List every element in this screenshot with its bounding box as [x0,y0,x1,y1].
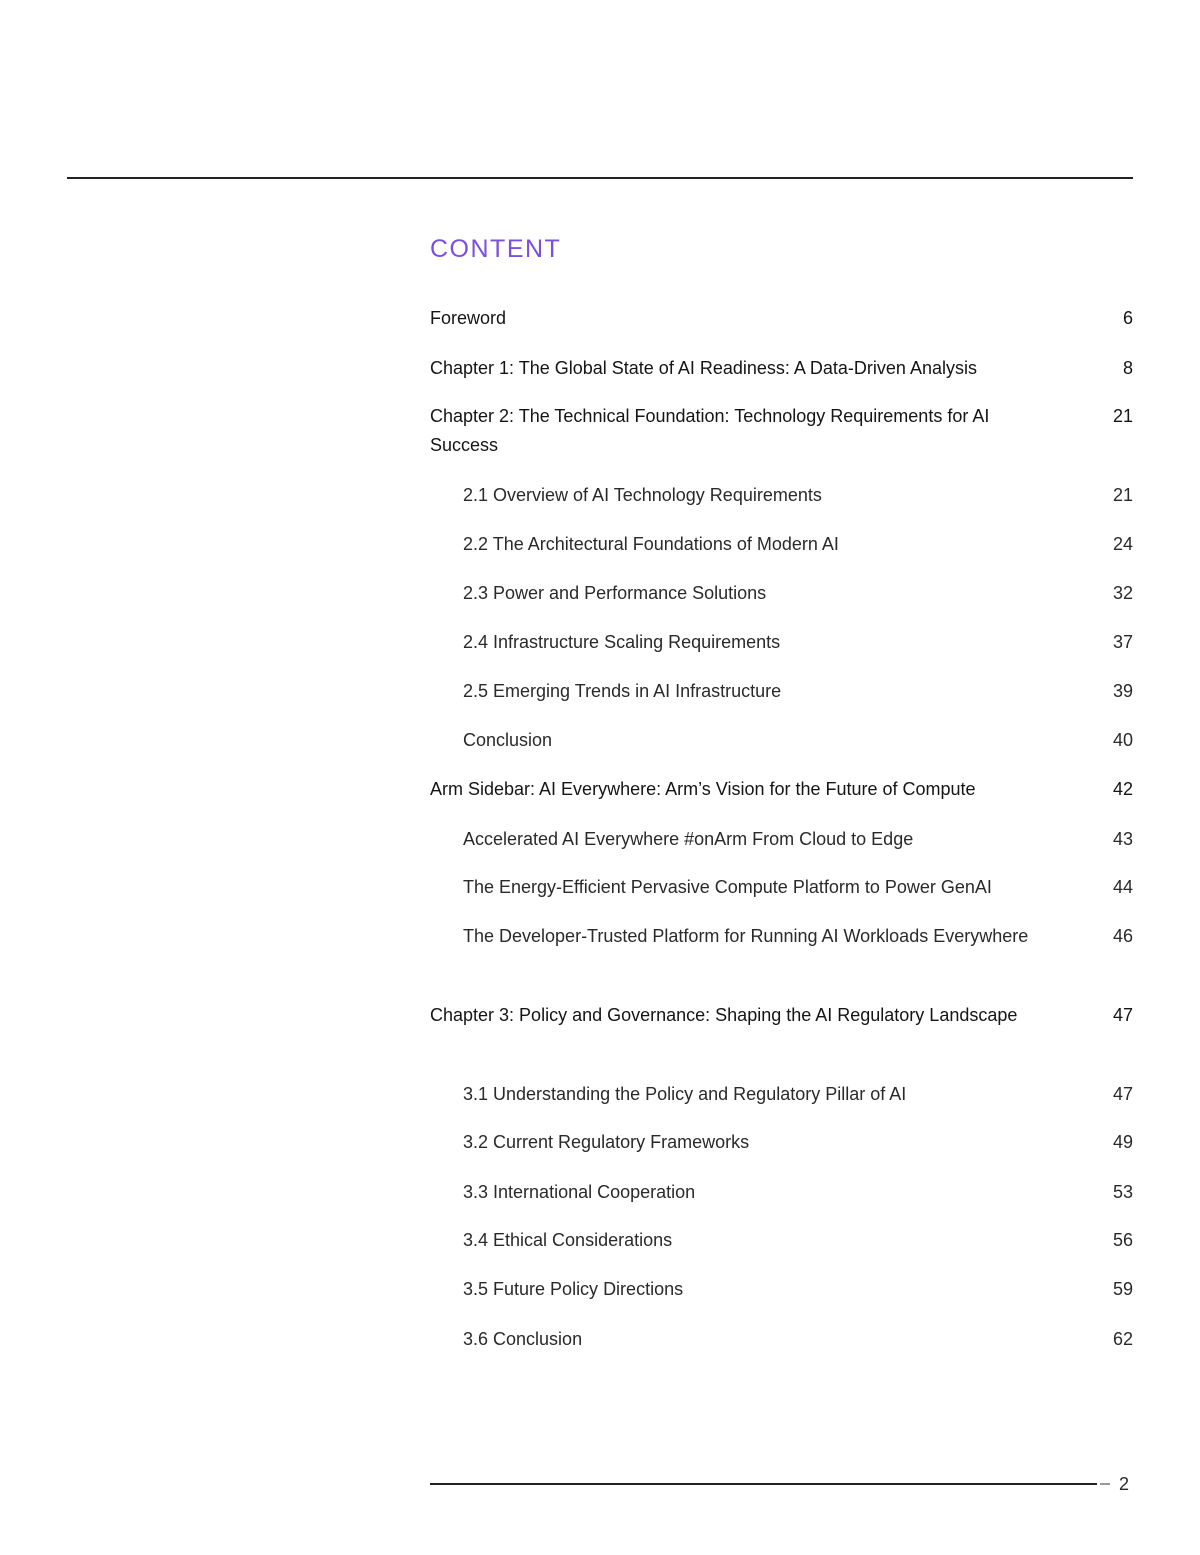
toc-entry-title: 2.2 The Architectural Foundations of Modern AI [463,534,839,554]
toc-entry-page: 37 [1112,632,1133,652]
footer-divider [430,1483,1097,1485]
toc-entry-page: 42 [1112,779,1133,799]
toc-entry-title: 2.5 Emerging Trends in AI Infrastructure [463,681,782,701]
toc-entry-title: Conclusion [463,730,553,750]
toc-entry-page: 46 [1112,926,1133,946]
toc-entry-page: 8 [1122,358,1133,378]
toc-entry-page: 40 [1112,730,1133,750]
toc-entry-title: The Developer-Trusted Platform for Running AI Workloads Everywhere [463,926,1029,946]
toc-entry-page: 47 [1112,1084,1133,1104]
toc-entry-title: Chapter 3: Policy and Governance: Shaping the AI Regulatory Landscape [430,1005,1018,1025]
toc-entry-title: 3.1 Understanding the Policy and Regulatory Pillar of AI [463,1084,907,1104]
page-number: 2 [1119,1474,1130,1494]
toc-entry-title: 3.4 Ethical Considerations [463,1230,673,1250]
toc-entry-page: 47 [1112,1005,1133,1025]
toc-entry-title: The Energy-Efficient Pervasive Compute Platform to Power GenAI [463,877,992,897]
toc-entry-page: 21 [1112,485,1133,505]
toc-entry-title: Chapter 1: The Global State of AI Readiness: A Data-Driven Analysis [430,358,977,378]
toc-entry-page: 43 [1112,829,1133,849]
table-of-contents [430,0,1133,1400]
toc-entry-page: 44 [1112,877,1133,897]
toc-entry-page: 49 [1112,1132,1133,1152]
toc-entry-title: 3.3 International Cooperation [463,1182,696,1202]
toc-entry-page: 21 [1112,406,1133,426]
toc-heading: CONTENT [430,235,562,263]
toc-entry-page: 62 [1112,1329,1133,1349]
toc-entry-title: Chapter 2: The Technical Foundation: Technology Requirements for AI Success [430,406,990,455]
toc-entry-title: 3.5 Future Policy Directions [463,1279,684,1299]
toc-entry-title: Foreword [430,308,507,328]
toc-entry-title: 3.2 Current Regulatory Frameworks [463,1132,750,1152]
footer-divider-tick [1100,1483,1110,1485]
toc-entry-page: 56 [1112,1230,1133,1250]
toc-entry-title: Accelerated AI Everywhere #onArm From Cloud to Edge [463,829,914,849]
toc-entry-page: 32 [1112,583,1133,603]
toc-entry-page: 24 [1112,534,1133,554]
toc-entry-title: 2.3 Power and Performance Solutions [463,583,767,603]
toc-entry-title: Arm Sidebar: AI Everywhere: Arm’s Vision for the Future of Compute [430,779,976,799]
toc-entry-page: 39 [1112,681,1133,701]
toc-entry-page: 53 [1112,1182,1133,1202]
toc-entry-title: 3.6 Conclusion [463,1329,583,1349]
toc-entry-page: 6 [1122,308,1133,328]
toc-entry-page: 59 [1112,1279,1133,1299]
toc-entry-title: 2.4 Infrastructure Scaling Requirements [463,632,781,652]
toc-entry-title: 2.1 Overview of AI Technology Requirements [463,485,822,505]
